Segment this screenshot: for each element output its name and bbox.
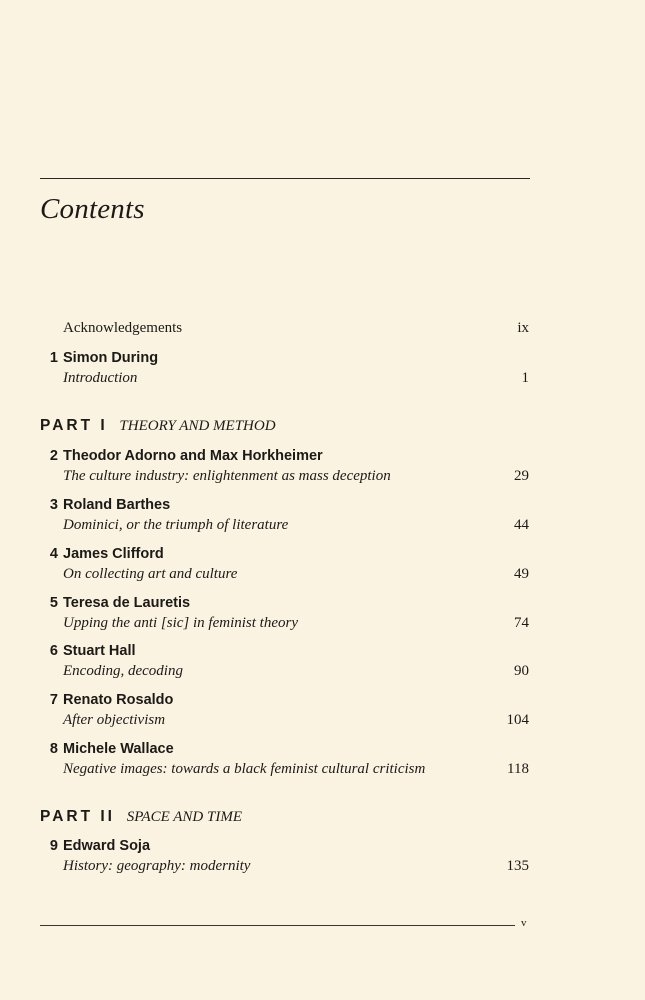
chapter-number: 2: [49, 448, 58, 464]
chapter-number: 5: [49, 595, 58, 611]
chapter-page: 104: [506, 712, 529, 728]
chapter-number: 9: [49, 838, 58, 854]
chapter-number: 4: [49, 546, 58, 562]
chapter-title: The culture industry: enlightenment as mass deception: [63, 468, 391, 484]
chapter-author: Renato Rosaldo: [63, 692, 174, 708]
part-heading-2: [40, 808, 242, 826]
chapter-number: 6: [49, 643, 58, 659]
entry-page: ix: [517, 320, 529, 336]
chapter-author: Teresa de Lauretis: [63, 595, 191, 611]
chapter-page: 49: [514, 566, 529, 582]
entry-title: Acknowledgements: [63, 320, 183, 336]
part-heading-1: [40, 417, 276, 435]
chapter-title: Upping the anti [sic] in feminist theory: [63, 615, 298, 631]
chapter-number: 7: [49, 692, 58, 708]
chapter-title: Dominici, or the triumph of literature: [63, 517, 289, 533]
page-title: Contents: [40, 193, 145, 225]
part-name: SPACE AND TIME: [126, 809, 243, 825]
chapter-author: Stuart Hall: [63, 643, 136, 659]
chapter-number: 8: [49, 741, 58, 757]
chapter-author: Michele Wallace: [63, 741, 174, 757]
chapter-page: 118: [507, 761, 529, 777]
part-label: PART II: [40, 808, 115, 825]
chapter-page: 135: [506, 858, 529, 874]
chapter-number: 3: [49, 497, 58, 513]
chapter-title: Encoding, decoding: [63, 663, 183, 679]
chapter-page: 44: [514, 517, 529, 533]
chapter-page: 1: [521, 370, 529, 386]
chapter-title: After objectivism: [63, 712, 166, 728]
chapter-author: Theodor Adorno and Max Horkheimer: [63, 448, 323, 464]
chapter-title: History: geography: modernity: [63, 858, 251, 874]
bottom-rule: [40, 925, 515, 926]
chapter-page: 90: [514, 663, 529, 679]
chapter-author: Roland Barthes: [63, 497, 171, 513]
chapter-page: 29: [514, 468, 529, 484]
chapter-page: 74: [514, 615, 529, 631]
top-rule: [40, 178, 530, 179]
chapter-author: Edward Soja: [63, 838, 151, 854]
part-label: PART I: [40, 417, 108, 434]
chapter-title: Negative images: towards a black feminist cultural criticism: [63, 761, 426, 777]
chapter-number: 1: [49, 350, 58, 366]
chapter-author: Simon During: [63, 350, 159, 366]
chapter-title: Introduction: [63, 370, 138, 386]
chapter-title: On collecting art and culture: [63, 566, 238, 582]
chapter-author: James Clifford: [63, 546, 164, 562]
page-number: v: [521, 917, 527, 929]
part-name: THEORY AND METHOD: [119, 418, 276, 434]
